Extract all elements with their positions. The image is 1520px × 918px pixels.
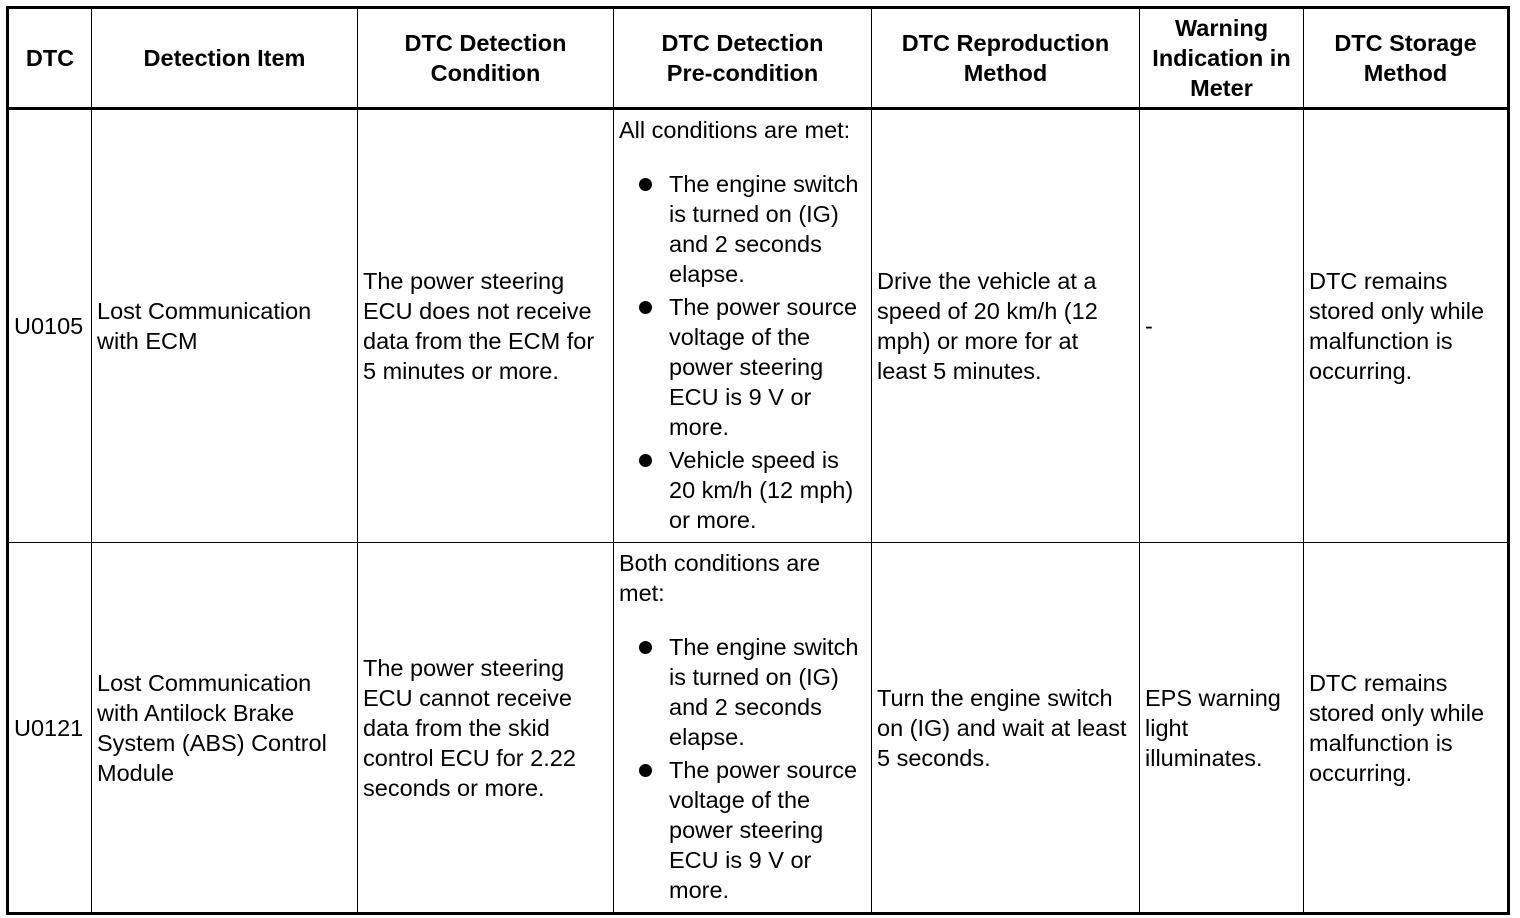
reproduction-method: Turn the engine switch on (IG) and wait at least 5 seconds.	[872, 543, 1140, 914]
detection-condition: The power steering ECU cannot receive data from the skid control ECU for 2.22 seconds or more.	[358, 543, 614, 914]
precondition-text: The power source voltage of the power steering ECU is 9 V or more.	[669, 293, 858, 440]
precondition-item	[619, 755, 866, 905]
storage-method: DTC remains stored only while malfunction is occurring.	[1304, 109, 1509, 543]
precondition-item	[619, 292, 866, 442]
header-detection-precondition: DTC Detection Pre-condition	[614, 8, 872, 109]
bullet-icon	[639, 178, 652, 191]
header-storage-method: DTC Storage Method	[1304, 8, 1509, 109]
storage-method: DTC remains stored only while malfunction is occurring.	[1304, 543, 1509, 914]
precondition-text: The engine switch is turned on (IG) and 2 seconds elapse.	[669, 170, 859, 287]
header-reproduction-method: DTC Reproduction Method	[872, 8, 1140, 109]
header-row	[8, 8, 1509, 109]
dtc-table	[6, 6, 1510, 915]
bullet-icon	[639, 301, 652, 314]
precondition-lead: All conditions are met:	[619, 116, 851, 143]
header-warning-indication: Warning Indication in Meter	[1140, 8, 1304, 109]
table-row	[8, 543, 1509, 914]
table-row	[8, 109, 1509, 543]
bullet-icon	[639, 641, 652, 654]
header-detection-condition: DTC Detection Condition	[358, 8, 614, 109]
precondition-lead: Both conditions are met:	[619, 549, 821, 606]
detection-item: Lost Communication with Antilock Brake System (ABS) Control Module	[92, 543, 358, 914]
precondition-text: The engine switch is turned on (IG) and 2 seconds elapse.	[669, 633, 859, 750]
dtc-code: U0105	[8, 109, 92, 543]
precondition-text: Vehicle speed is 20 km/h (12 mph) or more.	[669, 446, 854, 533]
detection-condition: The power steering ECU does not receive data from the ECM for 5 minutes or more.	[358, 109, 614, 543]
dtc-code: U0121	[8, 543, 92, 914]
warning-indication: -	[1140, 109, 1304, 543]
precondition-item	[619, 632, 866, 752]
precondition-text: The power source voltage of the power steering ECU is 9 V or more.	[669, 756, 858, 903]
detection-precondition	[614, 109, 872, 543]
header-detection-item: Detection Item	[92, 8, 358, 109]
detection-precondition	[614, 543, 872, 914]
header-dtc: DTC	[8, 8, 92, 109]
reproduction-method: Drive the vehicle at a speed of 20 km/h (12 mph) or more for at least 5 minutes.	[872, 109, 1140, 543]
detection-item: Lost Communication with ECM	[92, 109, 358, 543]
precondition-list	[619, 169, 866, 535]
precondition-item	[619, 169, 866, 289]
warning-indication: EPS warning light illuminates.	[1140, 543, 1304, 914]
precondition-item	[619, 445, 866, 535]
bullet-icon	[639, 454, 652, 467]
precondition-list	[619, 632, 866, 905]
bullet-icon	[639, 764, 652, 777]
